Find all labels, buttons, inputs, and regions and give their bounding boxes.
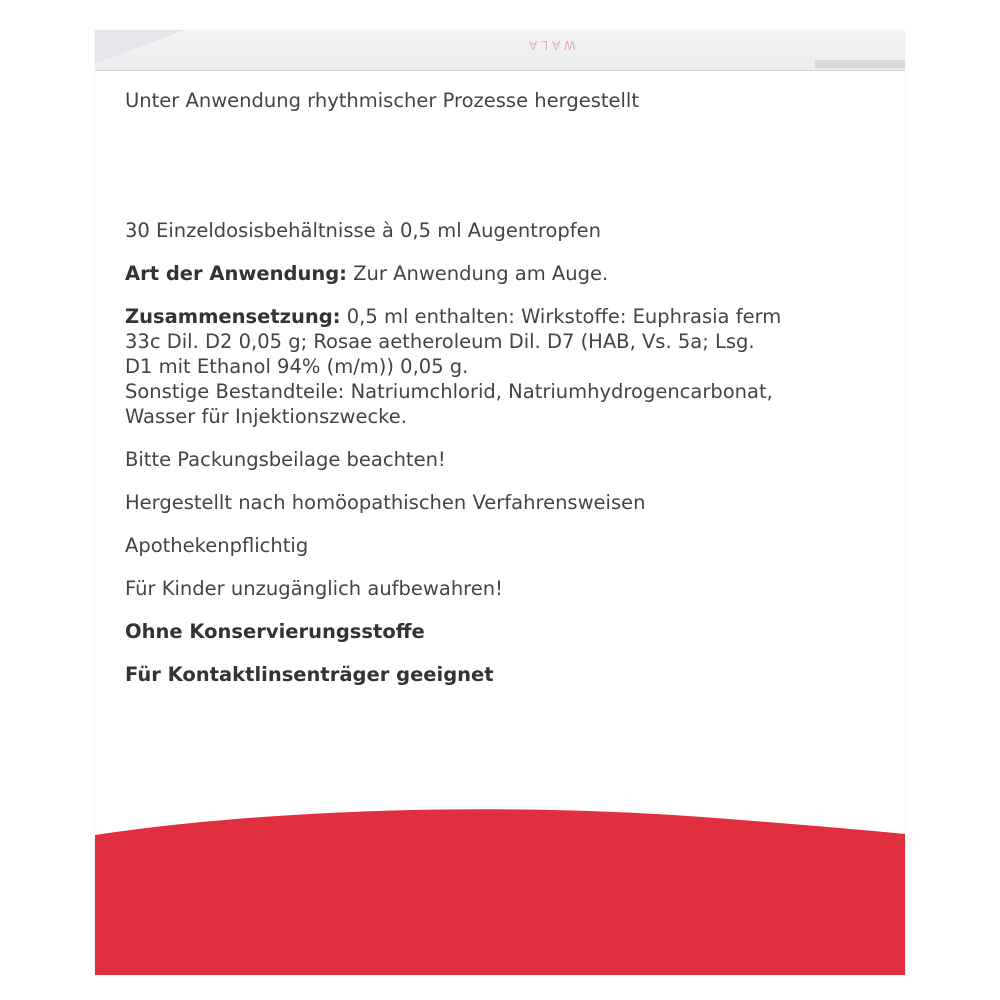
composition-label: Zusammensetzung: — [125, 305, 341, 328]
leaflet-note: Bitte Packungsbeilage beachten! — [125, 448, 446, 471]
red-wave-band — [95, 800, 905, 975]
tagline: Unter Anwendung rhythmischer Prozesse hergestellt — [125, 89, 639, 112]
usage-paragraph — [125, 261, 885, 286]
homeopathic-note: Hergestellt nach homöopathischen Verfahrensweisen — [125, 491, 646, 514]
usage-label: Art der Anwendung: — [125, 262, 347, 285]
other-ingredients-line-1: Sonstige Bestandteile: Natriumchlorid, Natriumhydrogencarbonat, — [125, 380, 773, 403]
flap-left-fold — [95, 30, 185, 64]
preservative-note: Ohne Konservierungsstoffe — [125, 620, 425, 643]
composition-line-3: D1 mit Ethanol 94% (m/m)) 0,05 g. — [125, 355, 469, 378]
flap-right-fold — [815, 60, 905, 68]
composition-text-1: 0,5 ml enthalten: Wirkstoffe: Euphrasia ferm — [340, 305, 782, 328]
contact-lens-note: Für Kontaktlinsenträger geeignet — [125, 663, 494, 686]
package-text-block — [125, 88, 885, 705]
composition-line-2: 33c Dil. D2 0,05 g; Rosae aetheroleum Dil. D7 (HAB, Vs. 5a; Lsg. — [125, 330, 755, 353]
top-flap — [95, 30, 905, 71]
usage-text: Zur Anwendung am Auge. — [346, 262, 609, 285]
package-back-panel — [95, 30, 905, 975]
other-ingredients-line-2: Wasser für Injektionszwecke. — [125, 405, 407, 428]
composition-paragraph — [125, 304, 885, 429]
contents-line: 30 Einzeldosisbehältnisse à 0,5 ml Augentropfen — [125, 219, 602, 242]
composition-line-1 — [125, 304, 885, 329]
children-note: Für Kinder unzugänglich aufbewahren! — [125, 577, 503, 600]
red-wave-shape — [95, 809, 905, 975]
brand-logo-mirrored: WALA — [525, 38, 576, 52]
pharmacy-note: Apothekenpflichtig — [125, 534, 309, 557]
